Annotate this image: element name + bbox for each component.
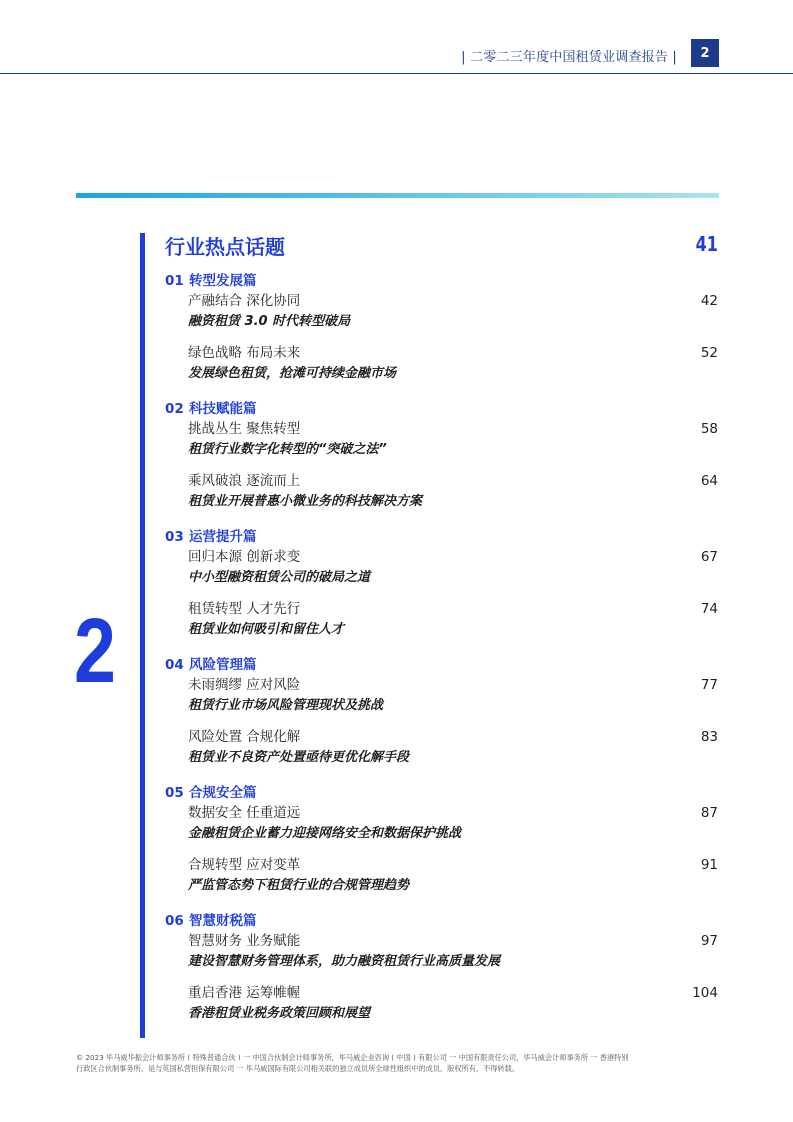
entry-subtitle: 严监管态势下租赁行业的合规管理趋势 [188, 878, 410, 893]
copyright-line: © 2023 毕马威华振会计师事务所 ( 特殊普通合伙 ) 一 中国合伙制会计师事务所，毕马威企业咨询 ( 中国 ) 有限公司 一 中国有限责任公司，毕马威会计师事务所 一 香港特别 [76, 1053, 629, 1062]
section-heading[interactable] [165, 656, 718, 674]
section-heading[interactable] [165, 912, 718, 930]
copyright-footer [76, 1052, 719, 1074]
section-name: 风险管理篇 [189, 657, 257, 673]
section-heading[interactable] [165, 528, 718, 546]
entry-page: 104 [692, 985, 718, 1001]
entry-page: 87 [700, 805, 718, 821]
section-name: 转型发展篇 [189, 273, 257, 289]
toc-title: 行业热点话题 [165, 235, 285, 259]
section-name: 运营提升篇 [189, 529, 257, 545]
entry-title: 租赁转型 人才先行 [188, 601, 301, 617]
section-number: 01 [165, 273, 184, 289]
toc-section [165, 912, 718, 1024]
entry-page: 58 [700, 421, 718, 437]
entry-subtitle: 租赁行业数字化转型的“突破之法” [188, 442, 387, 457]
entry-page: 91 [700, 857, 718, 873]
section-name: 合规安全篇 [189, 785, 257, 801]
entry-title: 绿色战略 布局未来 [188, 345, 301, 361]
toc-entry[interactable] [188, 854, 718, 896]
section-name: 智慧财税篇 [189, 913, 257, 929]
entry-title: 挑战丛生 聚焦转型 [188, 421, 301, 437]
section-number: 04 [165, 657, 184, 673]
entry-title: 重启香港 运筹帷幄 [188, 985, 301, 1001]
section-number: 05 [165, 785, 184, 801]
entry-page: 97 [700, 933, 718, 949]
toc-entry[interactable] [188, 726, 718, 768]
entry-subtitle: 发展绿色租赁，抢滩可持续金融市场 [188, 366, 397, 381]
entry-title: 乘风破浪 逐流而上 [188, 473, 301, 489]
entry-page: 52 [700, 345, 718, 361]
page-number-badge: 2 [691, 39, 719, 67]
entry-subtitle: 香港租赁业税务政策回顾和展望 [188, 1006, 371, 1021]
table-of-contents [165, 272, 718, 1040]
entry-title: 未雨绸缪 应对风险 [188, 677, 301, 693]
entry-title: 合规转型 应对变革 [188, 857, 301, 873]
entry-title: 数据安全 任重道远 [188, 805, 301, 821]
toc-entry[interactable] [188, 418, 718, 460]
toc-section [165, 272, 718, 384]
entry-subtitle: 租赁业如何吸引和留住人才 [188, 622, 345, 637]
toc-entry[interactable] [188, 802, 718, 844]
toc-section [165, 400, 718, 512]
section-heading[interactable] [165, 272, 718, 290]
entry-subtitle: 金融租赁企业蓄力迎接网络安全和数据保护挑战 [188, 826, 462, 841]
toc-entry[interactable] [188, 290, 718, 332]
entry-page: 83 [700, 729, 718, 745]
toc-entry[interactable] [188, 930, 718, 972]
toc-entry[interactable] [188, 598, 718, 640]
report-title: | 二零二三年度中国租赁业调查报告 | [461, 50, 677, 65]
entry-page: 67 [700, 549, 718, 565]
gradient-divider [76, 193, 719, 198]
section-number: 03 [165, 529, 184, 545]
chapter-accent-bar [140, 233, 145, 1038]
toc-section [165, 528, 718, 640]
toc-entry[interactable] [188, 470, 718, 512]
toc-title-page: 41 [695, 232, 718, 256]
entry-title: 回归本源 创新求变 [188, 549, 301, 565]
toc-section [165, 656, 718, 768]
entry-subtitle: 租赁业开展普惠小微业务的科技解决方案 [188, 494, 423, 509]
header-divider [0, 73, 793, 74]
section-number: 02 [165, 401, 184, 417]
entry-page: 42 [700, 293, 718, 309]
entry-subtitle: 融资租赁 3.0 时代转型破局 [188, 314, 351, 329]
entry-page: 64 [700, 473, 718, 489]
section-name: 科技赋能篇 [189, 401, 257, 417]
copyright-line: 行政区合伙制事务所，是与英国私营担保有限公司 一 毕马威国际有限公司相关联的独立成员所全球性组织中的成员。版权所有，不得转载。 [76, 1064, 520, 1073]
entry-title: 产融结合 深化协同 [188, 293, 301, 309]
toc-entry[interactable] [188, 546, 718, 588]
entry-page: 74 [700, 601, 718, 617]
section-heading[interactable] [165, 400, 718, 418]
toc-entry[interactable] [188, 674, 718, 716]
entry-subtitle: 租赁业不良资产处置亟待更优化解手段 [188, 750, 410, 765]
toc-section [165, 784, 718, 896]
entry-page: 77 [700, 677, 718, 693]
toc-entry[interactable] [188, 982, 718, 1024]
section-number: 06 [165, 913, 184, 929]
toc-entry[interactable] [188, 342, 718, 384]
section-heading[interactable] [165, 784, 718, 802]
entry-title: 智慧财务 业务赋能 [188, 933, 301, 949]
chapter-number: 2 [74, 600, 116, 702]
entry-subtitle: 建设智慧财务管理体系，助力融资租赁行业高质量发展 [188, 954, 501, 969]
entry-title: 风险处置 合规化解 [188, 729, 301, 745]
entry-subtitle: 中小型融资租赁公司的破局之道 [188, 570, 371, 585]
entry-subtitle: 租赁行业市场风险管理现状及挑战 [188, 698, 384, 713]
